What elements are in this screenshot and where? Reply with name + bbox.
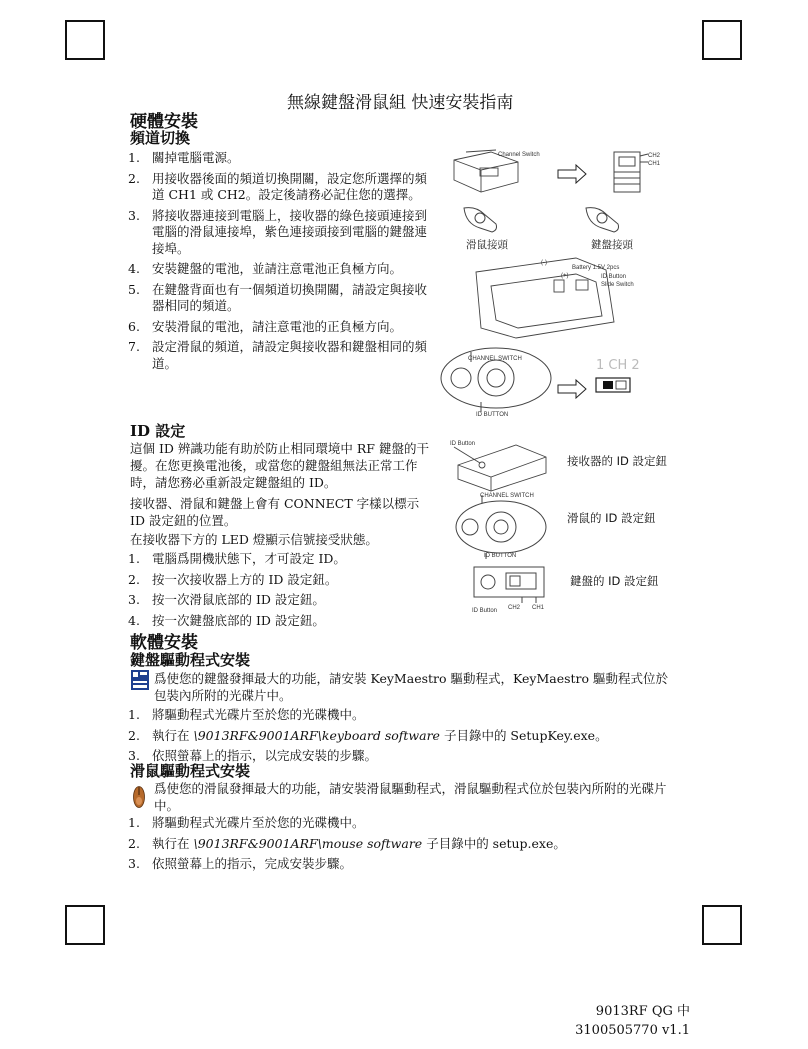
keyboard-ch2-label: CH2 (508, 605, 521, 611)
list-item: 2. 按一次接收器上方的 ID 設定鈕。 (128, 571, 338, 587)
list-item: 2. 執行在 \9013RF&9001ARF\mouse software 子目錄中的 setup.exe。 (128, 835, 566, 851)
list-item: 3. 依照螢幕上的指示，以完成安裝的步驟。 (128, 748, 378, 763)
minus-label: (-) (541, 260, 547, 266)
id-setting-para2: 接收器、滑鼠和鍵盤上會有 CONNECT 字樣以標示 ID 設定鈕的位置。 (130, 496, 420, 528)
list-item: 4. 按一次鍵盤底部的 ID 設定鈕。 (128, 612, 325, 628)
list-item: 3. 將接收器連接到電腦上，接收器的綠色接頭連接到電腦的滑鼠連接埠，紫色連接頭接到電腦的鍵盤連接埠。 (128, 207, 428, 256)
registration-mark-icon (65, 905, 105, 945)
id-setting-heading: ID 設定 (130, 422, 186, 440)
mouse-driver-heading: 滑鼠驅動程式安裝 (130, 762, 251, 780)
list-item: 3. 按一次滑鼠底部的 ID 設定鈕。 (128, 592, 325, 607)
keyboard-id-button-label: ID Button (472, 608, 498, 614)
footer-doc-code: 9013RF QG 中 (595, 1004, 690, 1019)
mouse-channel-switch-label: CHANNEL SWITCH (468, 356, 522, 362)
list-item: 5. 在鍵盤背面也有一個頻道切換開關，請設定與接收器相同的頻道。 (128, 281, 428, 313)
channel-heading: 頻道切換 (130, 129, 191, 147)
list-item: 2. 執行在 \9013RF&9001ARF\keyboard software 子目錄中的 SetupKey.exe。 (128, 727, 608, 743)
keyboard-id-illustration (474, 567, 544, 603)
ch1-label: CH1 (648, 161, 661, 167)
keyboard-driver-icon (131, 670, 149, 690)
id-setting-para1: 這個 ID 辨識功能有助於防止相同環境中 RF 鍵盤的干擾。在您更換電池後，或當您的鍵盤組無法正常工作時，請您務必重新設定鍵盤組的 ID。 (130, 441, 429, 490)
list-item: 6. 安裝滑鼠的電池，請注意電池的正負極方向。 (128, 318, 403, 334)
mouse-plug-label: 滑鼠接頭 (466, 239, 508, 251)
list-item: 3. 依照螢幕上的指示，完成安裝步驟。 (128, 856, 353, 871)
mouse-id-illustration (456, 495, 546, 559)
slide-switch-label: Slide Switch (601, 282, 634, 288)
footer-part-number: 3100505770 v1.1 (575, 1023, 690, 1038)
keyboard-ch1-label: CH1 (532, 605, 545, 611)
channel-steps (128, 150, 430, 376)
keyboard-driver-heading: 鍵盤驅動程式安裝 (130, 651, 251, 669)
mouse-driver-steps (128, 815, 668, 877)
list-item: 7. 設定滑鼠的頻道，請設定與接收器和鍵盤相同的頻道。 (128, 339, 428, 371)
list-item: 1. 將驅動程式光碟片至於您的光碟機中。 (128, 815, 365, 830)
mouse-driver-path: \9013RF&9001ARF\mouse software (193, 835, 423, 851)
list-item: 1. 關掉電腦電源。 (128, 150, 240, 165)
footer (575, 1002, 690, 1040)
mouse-id-button-caps: ID BUTTON (484, 553, 517, 559)
channel-switch-figure (436, 140, 686, 425)
id-setting-steps (128, 551, 430, 633)
keyboard-id-caption: 鍵盤的 ID 設定鈕 (570, 574, 659, 588)
software-heading: 軟體安裝 (130, 633, 198, 653)
registration-mark-icon (702, 905, 742, 945)
keyboard-plug-label: 鍵盤接頭 (591, 239, 633, 251)
mouse-driver-intro: 爲使您的滑鼠發揮最大的功能，請安裝滑鼠驅動程式，滑鼠驅動程式位於包裝內所附的光碟片中。 (154, 781, 667, 813)
mouse-plug-illustration (464, 208, 497, 232)
id-setting-para3: 在接收器下方的 LED 燈顯示信號接受狀態。 (130, 532, 378, 547)
page-title: 無線鍵盤滑鼠組 快速安裝指南 (287, 93, 514, 113)
id-button-label: ID Button (601, 274, 627, 280)
list-item: 4. 安裝鍵盤的電池，並請注意電池正負極方向。 (128, 261, 403, 276)
id-button-figure (446, 435, 566, 620)
ch-display: 1 CH 2 (596, 358, 640, 373)
keyboard-driver-path: \9013RF&9001ARF\keyboard software (193, 727, 440, 743)
receiver-id-illustration (454, 445, 546, 491)
channel-switch-label: Channel Switch (498, 152, 540, 158)
keyboard-plug-illustration (586, 208, 619, 232)
ch2-label: CH2 (648, 153, 661, 159)
battery-label: Battery 1.5V 2pcs (572, 265, 620, 271)
list-item: 1. 電腦爲開機狀態下，才可設定 ID。 (128, 551, 346, 566)
registration-mark-icon (702, 20, 742, 60)
mouse-id-caption: 滑鼠的 ID 設定鈕 (567, 511, 656, 525)
mouse-id-button-label: ID BUTTON (476, 412, 509, 418)
registration-mark-icon (65, 20, 105, 60)
mouse-channel-switch-caps: CHANNEL SWITCH (480, 493, 534, 499)
list-item: 1. 將驅動程式光碟片至於您的光碟機中。 (128, 707, 365, 722)
arrow-right-icon (558, 380, 586, 398)
arrow-right-icon (558, 165, 586, 183)
receiver-id-caption: 接收器的 ID 設定鈕 (567, 454, 668, 468)
keyboard-driver-intro: 爲使您的鍵盤發揮最大的功能，請安裝 KeyMaestro 驅動程式，KeyMaestro 驅動程式位於包裝內所附的光碟片中。 (154, 671, 669, 703)
hardware-heading: 硬體安裝 (130, 112, 198, 132)
slide-switch-illustration (614, 152, 648, 192)
plus-label: (+) (561, 273, 569, 279)
list-item: 2. 用接收器後面的頻道切換開關，設定您所選擇的頻道 CH1 或 CH2。設定後請務必記住您的選擇。 (128, 170, 428, 202)
mouse-switch-icon (596, 378, 630, 392)
receiver-id-button-label: ID Button (450, 441, 476, 447)
mouse-icon (133, 786, 145, 808)
